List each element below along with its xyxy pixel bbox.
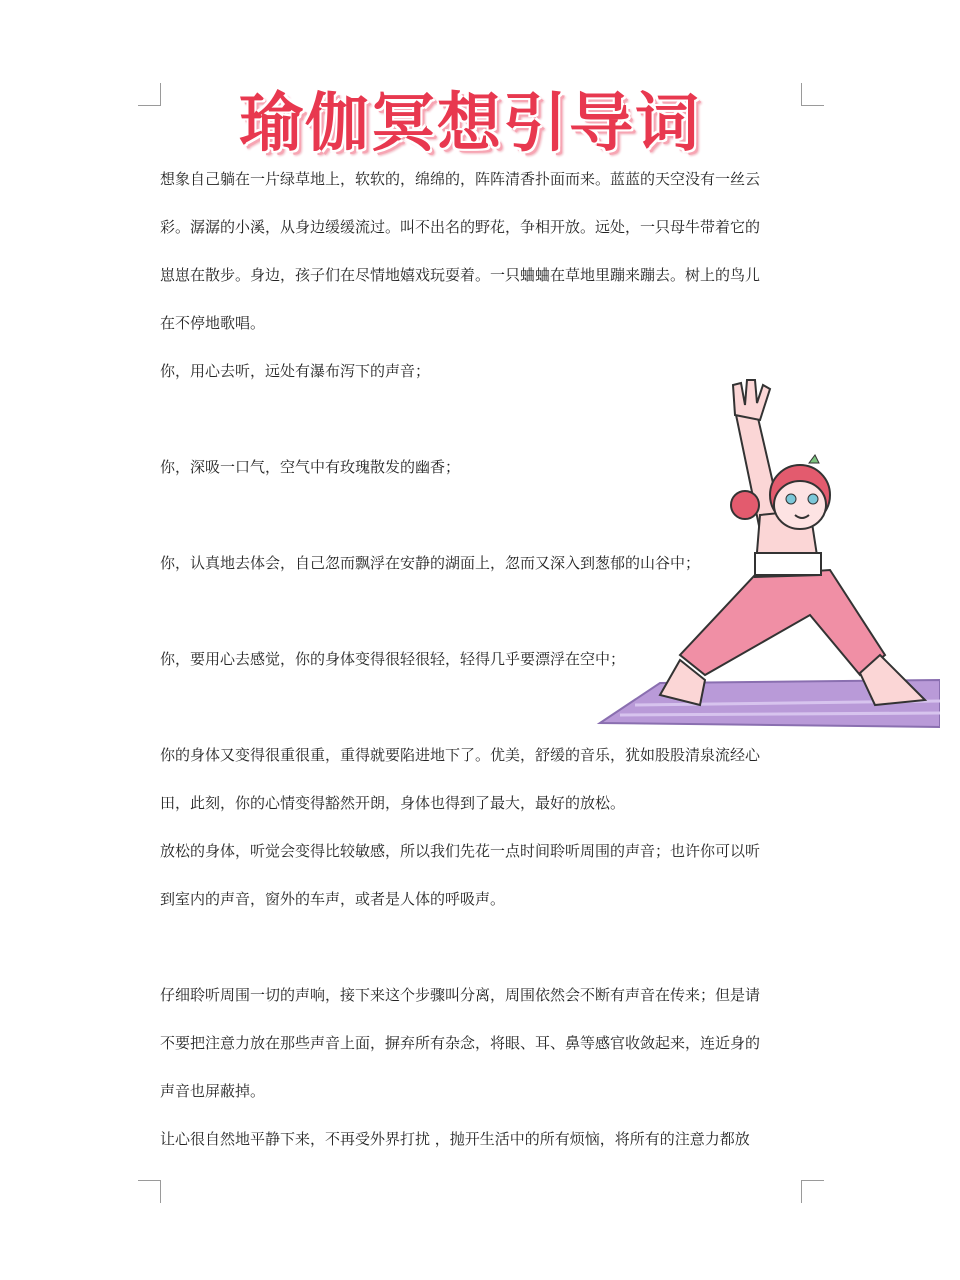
- page-corner-mark: [138, 1180, 161, 1203]
- paragraph-line: 你，要用心去感觉，你的身体变得很轻很轻，轻得几乎要漂浮在空中；: [160, 650, 626, 668]
- paragraph-line: 想象自己躺在一片绿草地上，软软的，绵绵的，阵阵清香扑面而来。蓝蓝的天空没有一丝云: [160, 170, 761, 188]
- paragraph-line: 田，此刻，你的心情变得豁然开朗，身体也得到了最大，最好的放松。: [160, 794, 626, 812]
- paragraph-line: 声音也屏蔽掉。: [160, 1082, 266, 1100]
- page-corner-mark: [801, 1180, 824, 1203]
- paragraph-line: 在不停地歌唱。: [160, 314, 266, 332]
- paragraph-line: 放松的身体，听觉会变得比较敏感，所以我们先花一点时间聆听周围的声音；也许你可以听: [160, 842, 761, 860]
- paragraph-line: 崽崽在散步。身边，孩子们在尽情地嬉戏玩耍着。一只蛐蛐在草地里蹦来蹦去。树上的鸟儿: [160, 266, 761, 284]
- document-title: 瑜伽冥想引导词: [239, 87, 701, 161]
- paragraph-line: 不要把注意力放在那些声音上面，摒弃所有杂念，将眼、耳、鼻等感官收敛起来，连近身的: [160, 1034, 761, 1052]
- paragraph-line: 你，深吸一口气，空气中有玫瑰散发的幽香；: [160, 458, 461, 476]
- paragraph-line: 让心很自然地平静下来，不再受外界打扰 ，抛开生活中的所有烦恼，将所有的注意力都放: [160, 1130, 750, 1148]
- yoga-girl-illustration: [595, 375, 940, 735]
- paragraph-line: 你，认真地去体会，自己忽而飘浮在安静的湖面上，忽而又深入到葱郁的山谷中；: [160, 554, 701, 572]
- paragraph-line: 你的身体又变得很重很重，重得就要陷进地下了。优美，舒缓的音乐，犹如股股清泉流经心: [160, 746, 761, 764]
- paragraph-line: 你，用心去听，远处有瀑布泻下的声音；: [160, 362, 431, 380]
- paragraph-line: 仔细聆听周围一切的声响，接下来这个步骤叫分离，周围依然会不断有声音在传来；但是请: [160, 986, 761, 1004]
- paragraph-line: 到室内的声音，窗外的车声，或者是人体的呼吸声。: [160, 890, 506, 908]
- paragraph-line: 彩。潺潺的小溪，从身边缓缓流过。叫不出名的野花，争相开放。远处，一只母牛带着它的: [160, 218, 761, 236]
